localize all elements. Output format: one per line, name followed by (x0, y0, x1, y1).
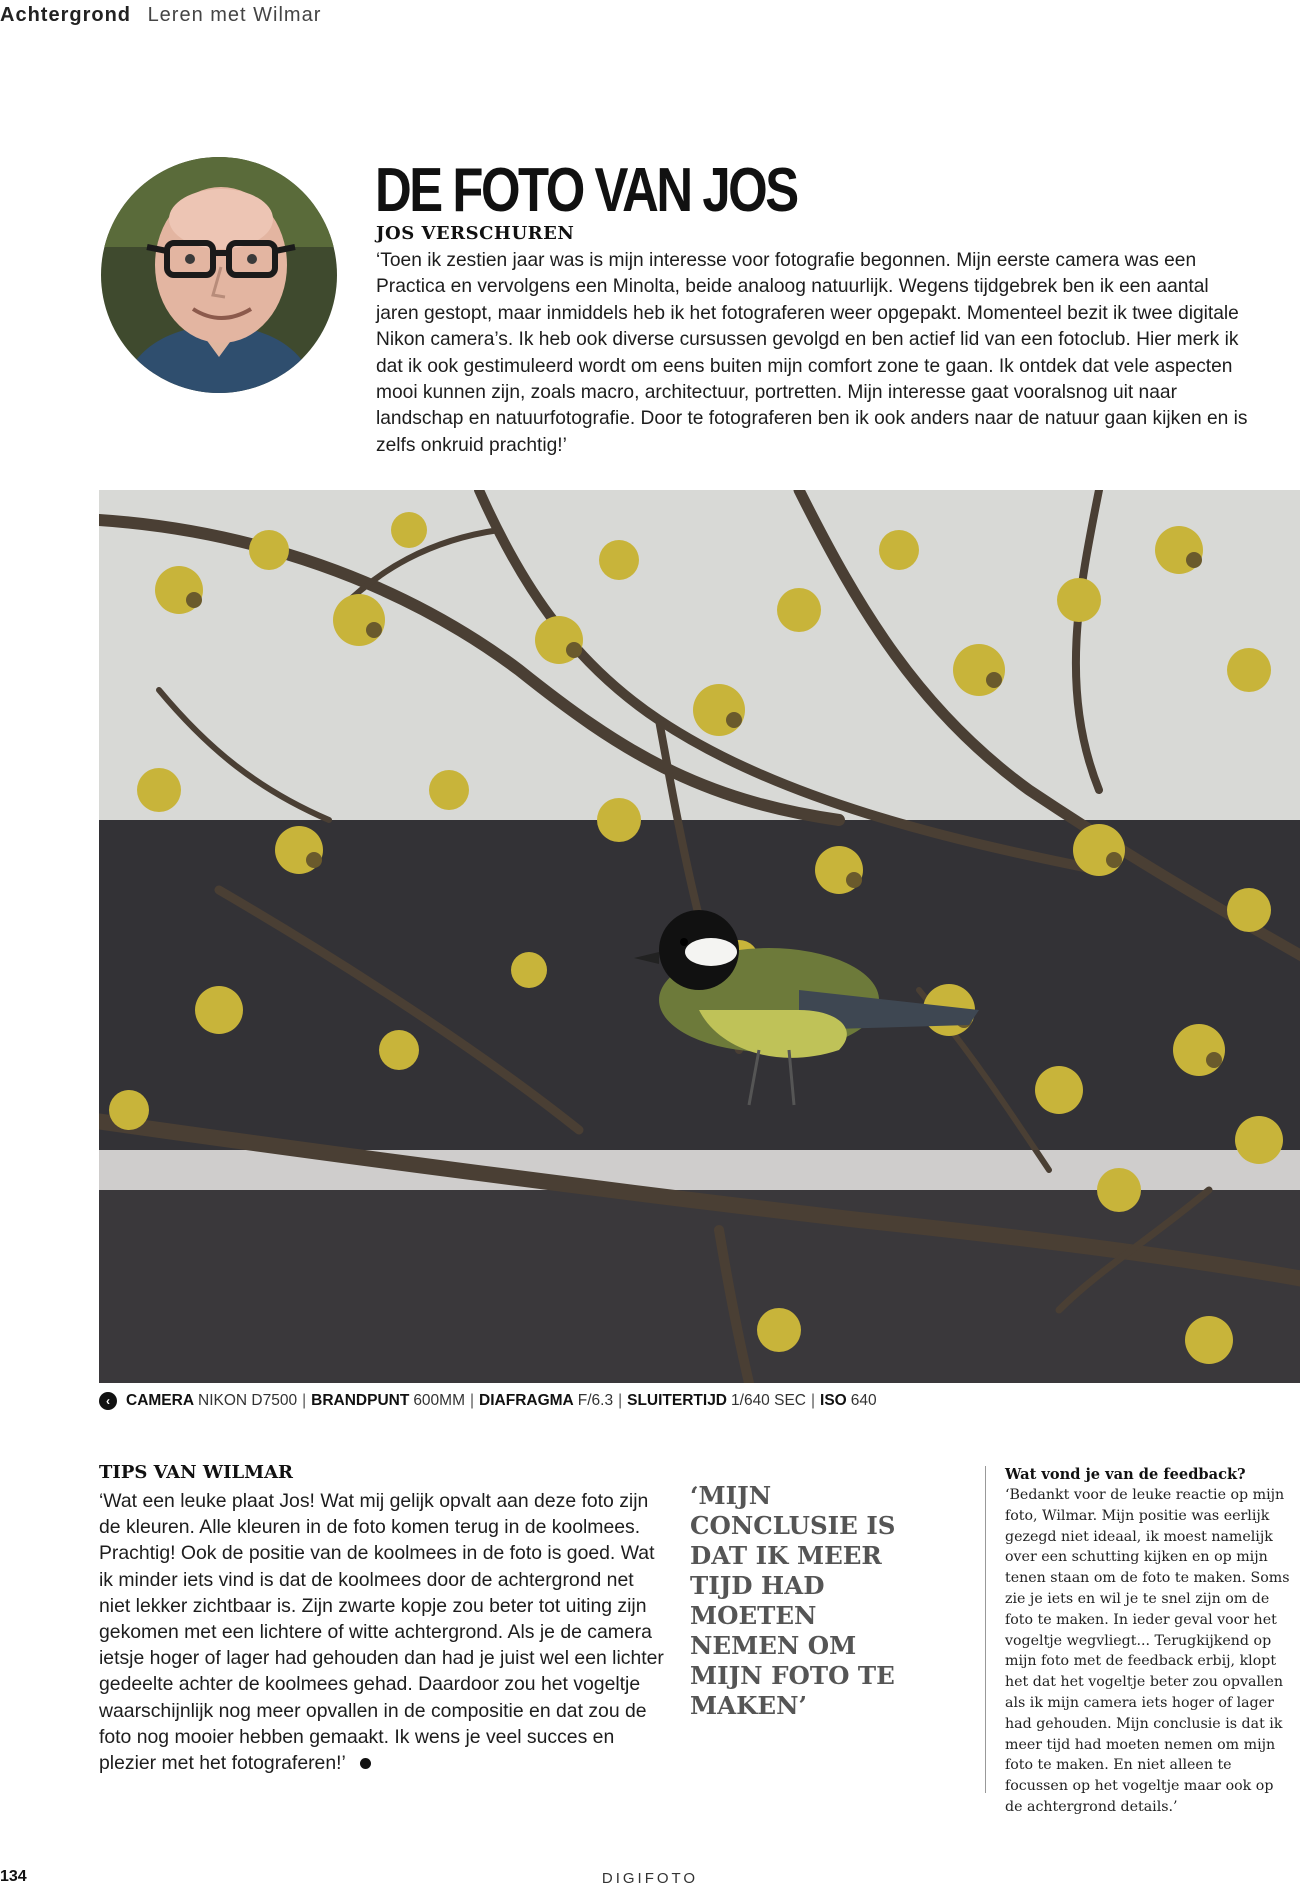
end-mark-icon (360, 1758, 371, 1769)
pull-quote: ‘MIJN CONCLUSIE IS DAT IK MEER TIJD HAD MOETEN NEMEN OM MIJN FOTO TE MAKEN’ (690, 1481, 896, 1720)
exif-value-shutter: 1/640 SEC (731, 1392, 806, 1409)
exif-label-focal-length: BRANDPUNT (311, 1392, 410, 1409)
feedback-box (985, 1466, 1295, 1815)
section-header (0, 4, 321, 27)
exif-separator: | (810, 1392, 816, 1409)
exif-separator: | (618, 1392, 623, 1409)
page-number: 134 (0, 1868, 27, 1885)
exif-label-shutter: SLUITERTIJD (627, 1392, 728, 1409)
exif-separator: | (302, 1392, 307, 1409)
exif-value-camera: NIKON D7500 (198, 1392, 298, 1409)
featured-photo (99, 490, 1300, 1383)
exif-value-focal-length: 600MM (413, 1392, 465, 1409)
chevron-left-icon: ‹ (99, 1392, 117, 1410)
article-title: DE FOTO VAN JOS (375, 156, 797, 225)
exif-value-aperture: F/6.3 (577, 1392, 614, 1409)
feedback-paragraph: ‘Bedankt voor de leuke reactie op mijn foto, Wilmar. Mijn positie was eerlijk gezegd niet ideaal, ik moest namelijk over een schutting kijken en op mijn tenen staan om de foto te maken. Soms zie je iets en wil je te snel zijn om de foto te maken. In ieder geval voor het vogeltje wegvliegt... Terugkijkend op mijn foto met de feedback erbij, klopt het dat het vogeltje beter zou opvallen als ik mijn camera iets hoger of lager had gehouden. Mijn conclusie is dat ik meer tijd had moeten nemen om mijn foto te maken. En niet alleen te focussen op het vogeltje maar ook op de achtergrond details.’ (1005, 1487, 1290, 1815)
camera-settings-caption (99, 1390, 877, 1412)
section-label: Achtergrond (0, 4, 131, 26)
tips-heading: TIPS VAN WILMAR (99, 1462, 294, 1483)
magazine-brand: DIGIFOTO (601, 1870, 699, 1887)
intro-paragraph: ‘Toen ik zestien jaar was is mijn interesse voor fotografie begonnen. Mijn eerste camera was een Practica en vervolgens een Minolta, beide analoog natuurlijk. Wegens tijdgebrek ben ik een aantal jaren gestopt, maar inmiddels heb ik het fotograferen weer opgepakt. Momenteel bezit ik twee digitale Nikon camera’s. Ik heb ook diverse cursussen gevolgd en ben actief lid van een fotoclub. Hier merk ik dat ik ook gestimuleerd wordt om eens buiten mijn comfort zone te gaan. Ik ontdek dat vele aspecten mooi kunnen zijn, zoals macro, architectuur, portretten. Mijn interesse gaat vooralsnog uit naar landschap en natuurfotografie. Door te fotograferen ben ik ook anders naar de natuur gaan kijken en is zelfs onkruid prachtig!’ (376, 250, 1248, 456)
feedback-heading: Wat vond je van de feedback? (1005, 1466, 1246, 1483)
exif-value-iso: 640 (850, 1392, 877, 1409)
exif-label-aperture: DIAFRAGMA (479, 1392, 574, 1409)
subsection-label: Leren met Wilmar (147, 4, 322, 26)
tips-text: ‘Wat een leuke plaat Jos! Wat mij gelijk opvalt aan deze foto zijn de kleuren. Alle kleuren in de foto komen terug in de koolmees. Prachtig! Ook de positie van de koolmees in de foto is goed. Wat ik minder iets vind is dat de koolmees door de achtergrond net niet lekker zichtbaar is. Zijn zwarte kopje zou beter tot uiting zijn gekomen met een lichtere of witte achtergrond. Als je de camera ietsje hoger of lager had gehouden dan had je juist wel een lichter gedeelte achter de koolmees gehad. Daardoor zou het vogeltje waarschijnlijk nog meer opvallen in de compositie en dat zou de foto nog mooier hebben gemaakt. Ik wens je veel succes en plezier met het fotograferen!’ (99, 1490, 664, 1775)
author-name: JOS VERSCHUREN (376, 223, 575, 244)
tips-paragraph (99, 1488, 669, 1776)
exif-label-camera: CAMERA (126, 1392, 195, 1409)
exif-separator: | (470, 1392, 475, 1409)
exif-label-iso: ISO (820, 1392, 847, 1409)
author-portrait (101, 157, 337, 393)
